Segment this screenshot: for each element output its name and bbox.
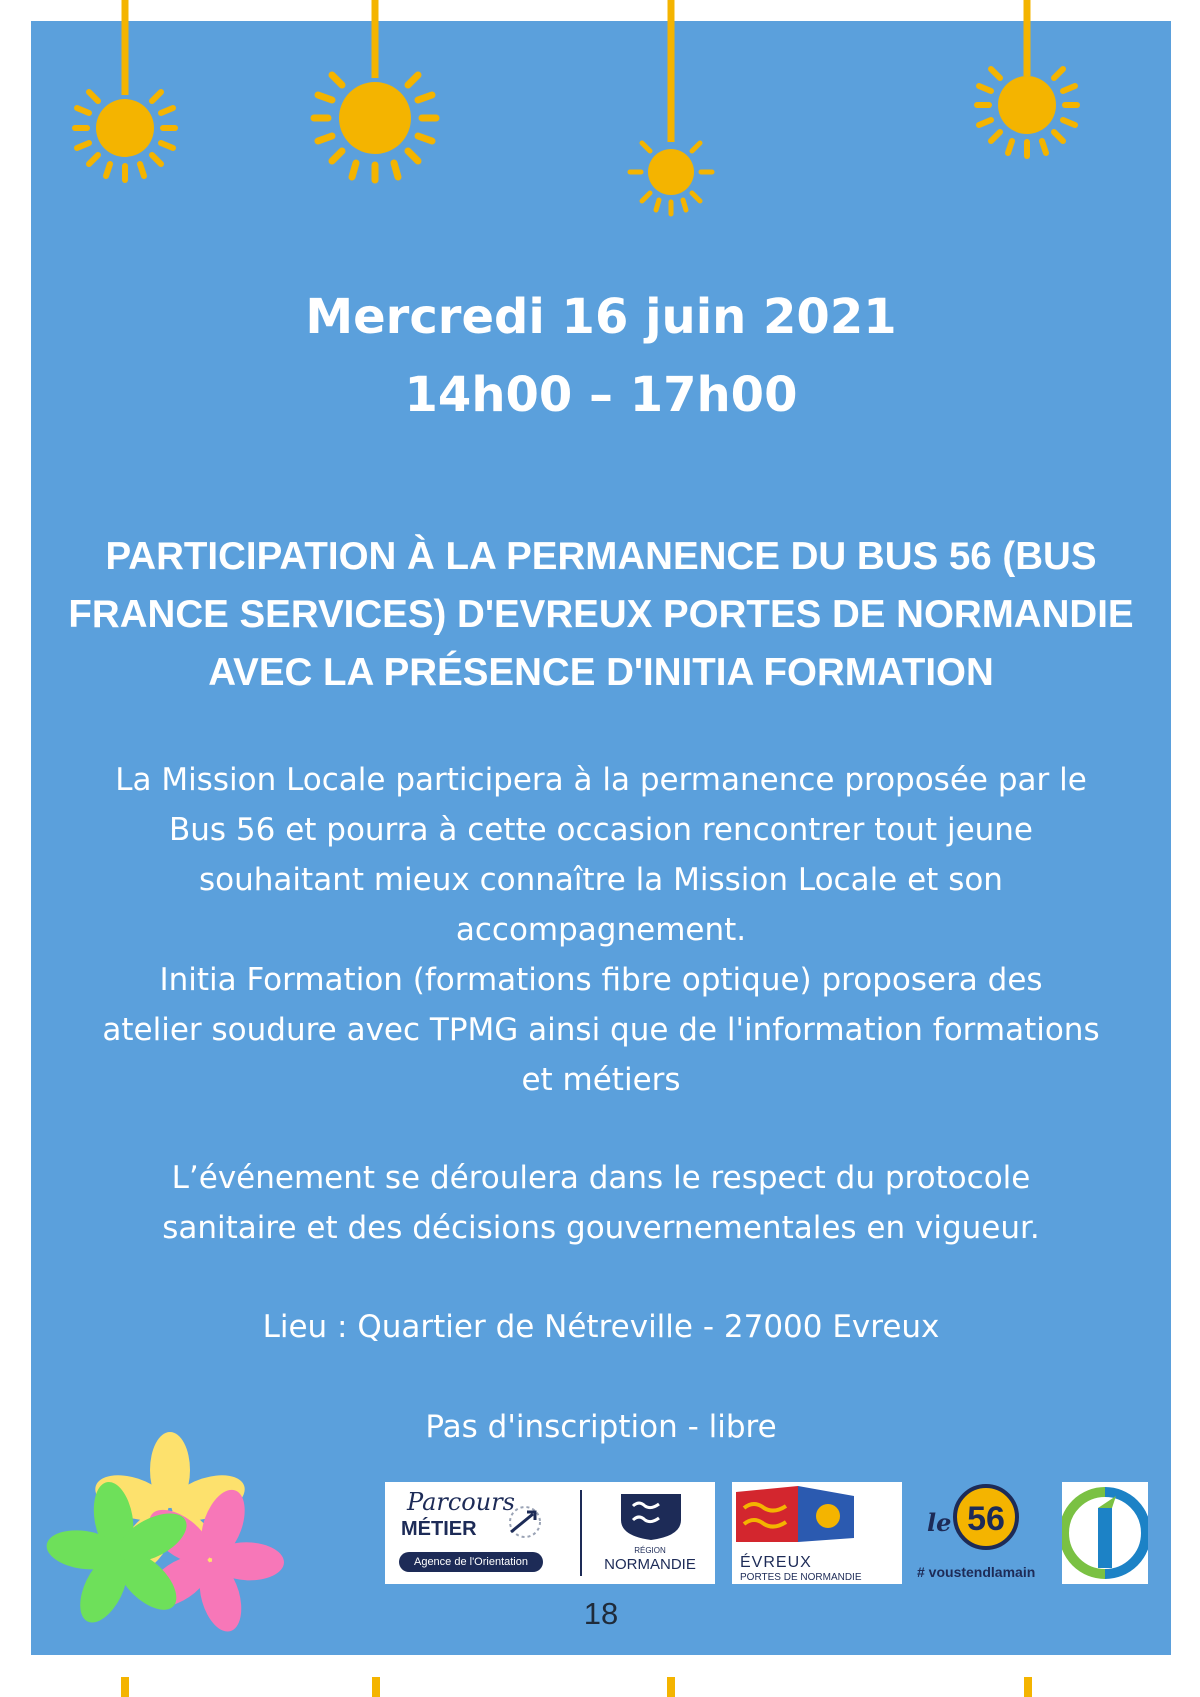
- bottom-string-4: [1024, 1677, 1032, 1697]
- event-date: Mercredi 16 juin 2021: [305, 289, 897, 345]
- evreux-name: ÉVREUX: [740, 1554, 812, 1571]
- bus-hashtag: # voustendlamain: [917, 1564, 1036, 1580]
- parcours-metier-region-logo: [385, 1482, 715, 1584]
- page-number: 18: [583, 1596, 619, 1631]
- bottom-string-1: [121, 1677, 129, 1697]
- description-line: et métiers: [521, 1062, 681, 1098]
- description-paragraph: [31, 755, 1171, 1105]
- description-line: Initia Formation (formations fibre optique) proposera des: [159, 962, 1043, 998]
- initia-formation-logo: [1062, 1482, 1148, 1584]
- bus-56-number: 56: [967, 1500, 1005, 1538]
- notice-line: sanitaire et des décisions gouvernementales en vigueur.: [162, 1210, 1040, 1246]
- hanging-sun-decoration-3: [626, 0, 716, 218]
- hanging-sun-decoration-1: [70, 0, 180, 190]
- description-line: atelier soudure avec TPMG ainsi que de l'information formations: [102, 1012, 1100, 1048]
- event-headline: PARTICIPATION À LA PERMANENCE DU BUS 56 (BUS FRANCE SERVICES) D'EVREUX PORTES DE NORMANDIE AVEC LA PRÉSENCE D'INITIA FORMATION: [68, 535, 1134, 694]
- description-line: souhaitant mieux connaître la Mission Locale et son: [199, 862, 1003, 898]
- bottom-string-2: [372, 1677, 380, 1697]
- parcours-tag: Agence de l'Orientation: [399, 1552, 543, 1572]
- bus-le-label: le: [927, 1508, 952, 1537]
- hanging-sun-decoration-2: [310, 0, 440, 200]
- bus-56-logo: [915, 1482, 1055, 1590]
- arrow-icon: [503, 1500, 553, 1540]
- region-small-label: RÉGION: [634, 1546, 666, 1555]
- notice-line: L’événement se déroulera dans le respect du protocole: [171, 1160, 1031, 1196]
- parcours-subtitle: MÉTIER: [401, 1518, 477, 1540]
- normandy-lions-icon: [617, 1490, 685, 1542]
- evreux-crest-icon: [736, 1486, 856, 1546]
- logo-divider: [580, 1490, 582, 1576]
- sanitary-notice: [31, 1153, 1171, 1253]
- description-line: La Mission Locale participera à la permanence proposée par le: [115, 762, 1087, 798]
- event-time: 14h00 – 17h00: [404, 367, 798, 423]
- event-location: Lieu : Quartier de Nétreville - 27000 Evreux: [262, 1309, 940, 1345]
- registration-info: Pas d'inscription - libre: [425, 1409, 777, 1445]
- description-line: accompagnement.: [455, 912, 747, 948]
- bottom-string-3: [667, 1677, 675, 1697]
- bus-56-badge: [953, 1484, 1019, 1550]
- description-line: Bus 56 et pourra à cette occasion rencontrer tout jeune: [168, 812, 1034, 848]
- initia-i-icon: [1062, 1482, 1148, 1584]
- region-name: NORMANDIE: [604, 1556, 696, 1573]
- evreux-subtitle: PORTES DE NORMANDIE: [740, 1572, 862, 1583]
- parcours-title: Parcours: [407, 1488, 515, 1516]
- hanging-sun-decoration-4: [972, 0, 1082, 170]
- evreux-portes-de-normandie-logo: [732, 1482, 902, 1584]
